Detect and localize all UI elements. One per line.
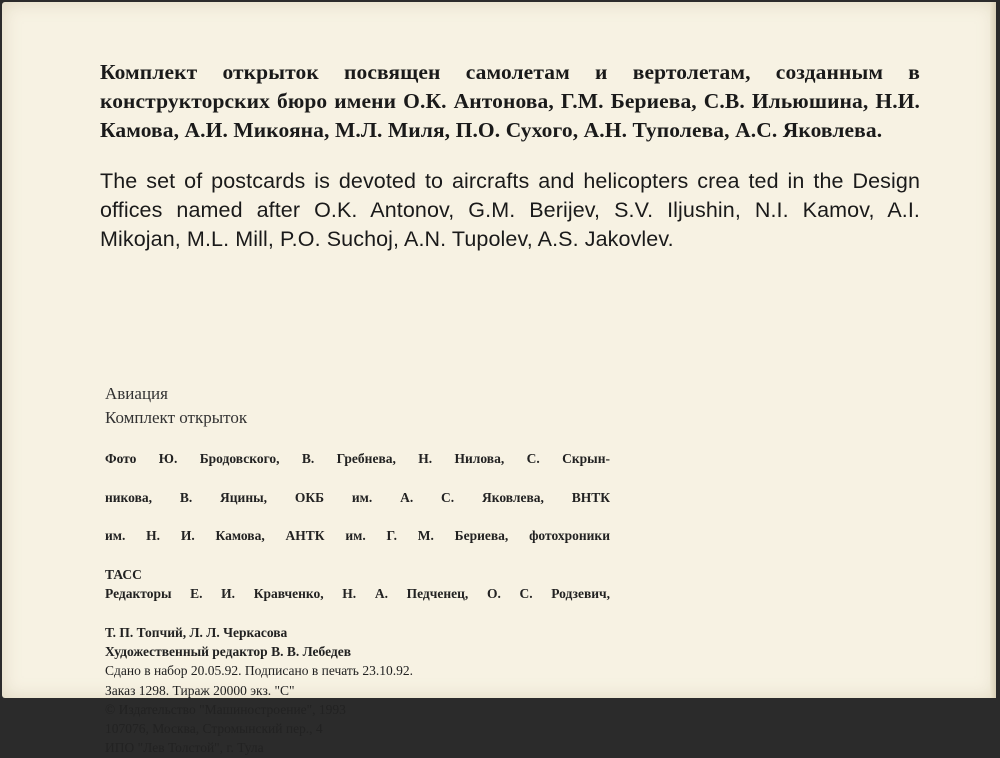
series-subtitle: Комплект открыток	[105, 408, 248, 427]
intro-russian: Комплект открыток посвящен самолетам и вертолетам, созданным в конструкторских бюро имени О.К. Антонова, Г.М. Бериева, С.В. Ильюшина, Н.И. Камова, А.И. Микояна, М.Л. Миля, П.О. Сухого, А.Н. Туполева, А.С. Яковлева.	[100, 60, 920, 142]
title-block	[105, 382, 247, 430]
photo-credit-line: ТАСС	[105, 566, 142, 582]
address-line: 107076, Москва, Стромынский пер., 4	[105, 721, 323, 737]
series-title: Авиация	[105, 384, 168, 403]
photo-credit-line: им. Н. И. Камова, АНТК им. Г. М. Бериева, фотохроники	[105, 528, 610, 544]
credits-block	[105, 449, 610, 758]
art-editor-line: Художественный редактор В. В. Лебедев	[105, 643, 352, 659]
editors-line: Т. П. Топчий, Л. Л. Черкасова	[105, 624, 288, 640]
photo-credit-line: Фото Ю. Бродовского, В. Гребнева, Н. Нилова, С. Скрын-	[105, 451, 610, 466]
intro-english: The set of postcards is devoted to aircrafts and helicopters crea ted in the Design offices named after O.K. Antonov, G.M. Berijev, S.V. Iljushin, N.I. Kamov, A.I. Mikojan, M.L. Mill, P.O. Suchoj, A.N. Tupolev, A.S. Jakovlev.	[100, 169, 920, 251]
card-edge	[990, 2, 996, 698]
typeset-line: Сдано в набор 20.05.92. Подписано в печать 23.10.92.	[105, 663, 413, 679]
intro-text	[100, 58, 920, 254]
printer-line: ИПО "Лев Толстой", г. Тула	[105, 740, 264, 756]
photo-credit-line: никова, В. Яцины, ОКБ им. А. С. Яковлева, ВНТК	[105, 489, 610, 505]
editors-line: Редакторы Е. И. Кравченко, Н. А. Педченец, О. С. Родзевич,	[105, 586, 610, 602]
order-line: Заказ 1298. Тираж 20000 экз. "С"	[105, 682, 295, 698]
postcard-back	[2, 2, 996, 756]
publisher-line: © Издательство "Машиностроение", 1993	[105, 701, 346, 717]
